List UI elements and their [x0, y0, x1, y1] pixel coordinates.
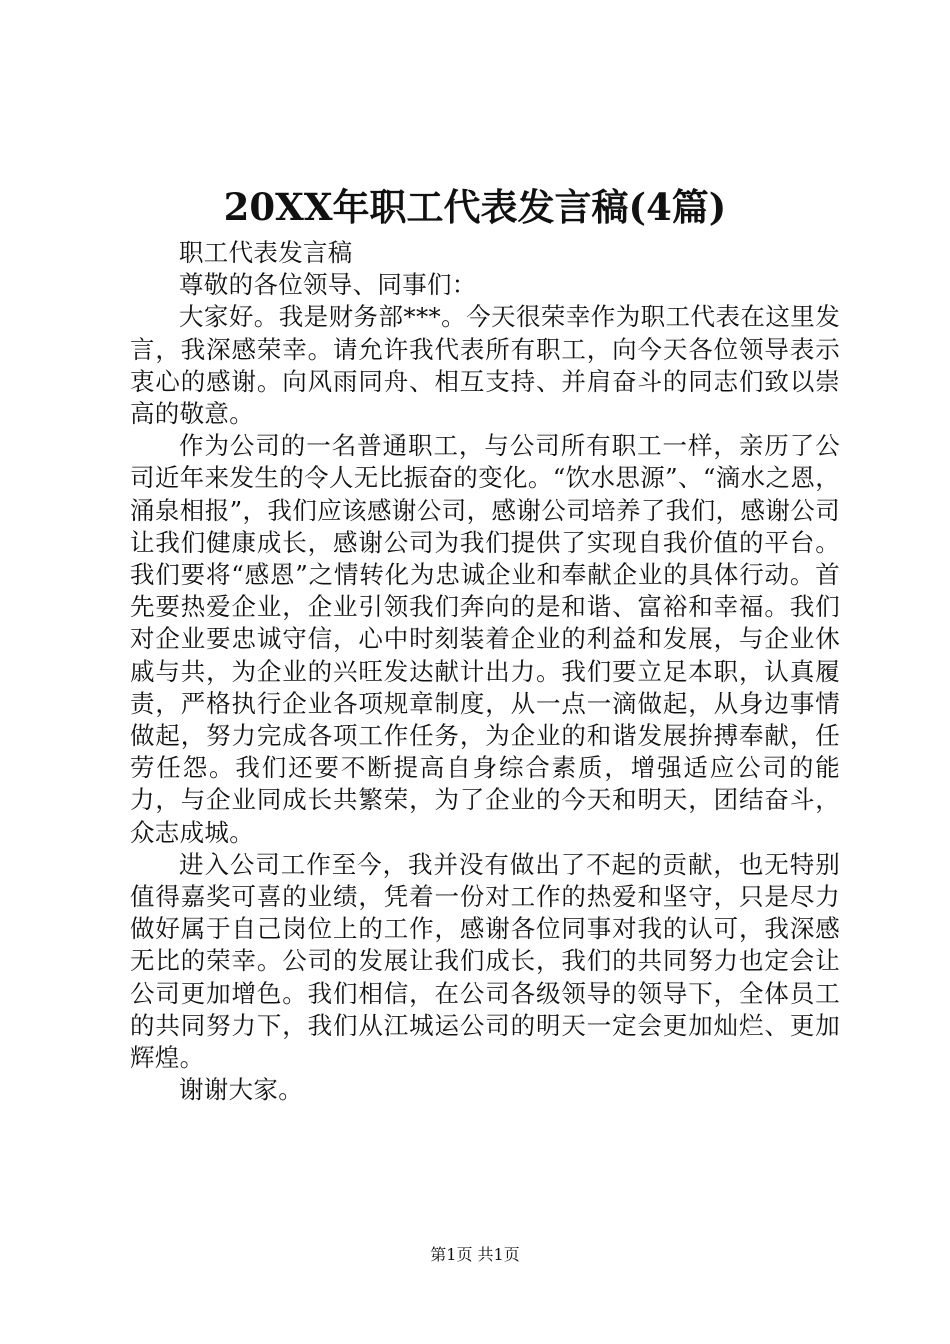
- paragraph-gratitude: 作为公司的一名普通职工，与公司所有职工一样，亲历了公司近年来发生的令人无比振奋的变化。“饮水思源”、“滴水之恩，涌泉相报”，我们应该感谢公司，感谢公司培养了我们，感谢公司让我们健康成长，感谢公司为我们提供了实现自我价值的平台。我们要将“感恩”之情转化为忠诚企业和奉献企业的具体行动。首先要热爱企业，企业引领我们奔向的是和谐、富裕和幸福。我们对企业要忠诚守信，心中时刻装着企业的利益和发展，与企业休戚与共，为企业的兴旺发达献计出力。我们要立足本职，认真履责，严格执行企业各项规章制度，从一点一滴做起，从身边事情做起，努力完成各项工作任务，为企业的和谐发展拚搏奉献，任劳任怨。我们还要不断提高自身综合素质，增强适应公司的能力，与企业同成长共繁荣，为了企业的今天和明天，团结奋斗，众志成城。: [130, 431, 840, 847]
- paragraph-salutation: 尊敬的各位领导、同事们：: [179, 270, 477, 300]
- paragraph-reflection: 进入公司工作至今，我并没有做出了不起的贡献，也无特别值得嘉奖可喜的业绩，凭着一份对工作的热爱和坚守，只是尽力做好属于自己岗位上的工作，感谢各位同事对我的认可，我深感无比的荣幸。公司的发展让我们成长，我们的共同努力也定会让公司更加增色。我们相信，在公司各级领导的领导下，全体员工的共同努力下，我们从江城运公司的明天一定会更加灿烂、更加辉煌。: [130, 849, 840, 1073]
- paragraph-closing: 谢谢大家。: [179, 1075, 303, 1105]
- document-body: [130, 237, 840, 1106]
- paragraph-heading: 职工代表发言稿: [179, 238, 353, 267]
- paragraph-introduction: 大家好。我是财务部***。今天很荣幸作为职工代表在这里发言，我深感荣幸。请允许我代表所有职工，向今天各位领导表示衷心的感谢。向风雨同舟、相互支持、并肩奋斗的同志们致以崇高的敬意。: [130, 302, 840, 429]
- page-footer: 第1页 共1页: [430, 1245, 520, 1264]
- document-title: 20XX年职工代表发言稿(4篇): [223, 185, 727, 229]
